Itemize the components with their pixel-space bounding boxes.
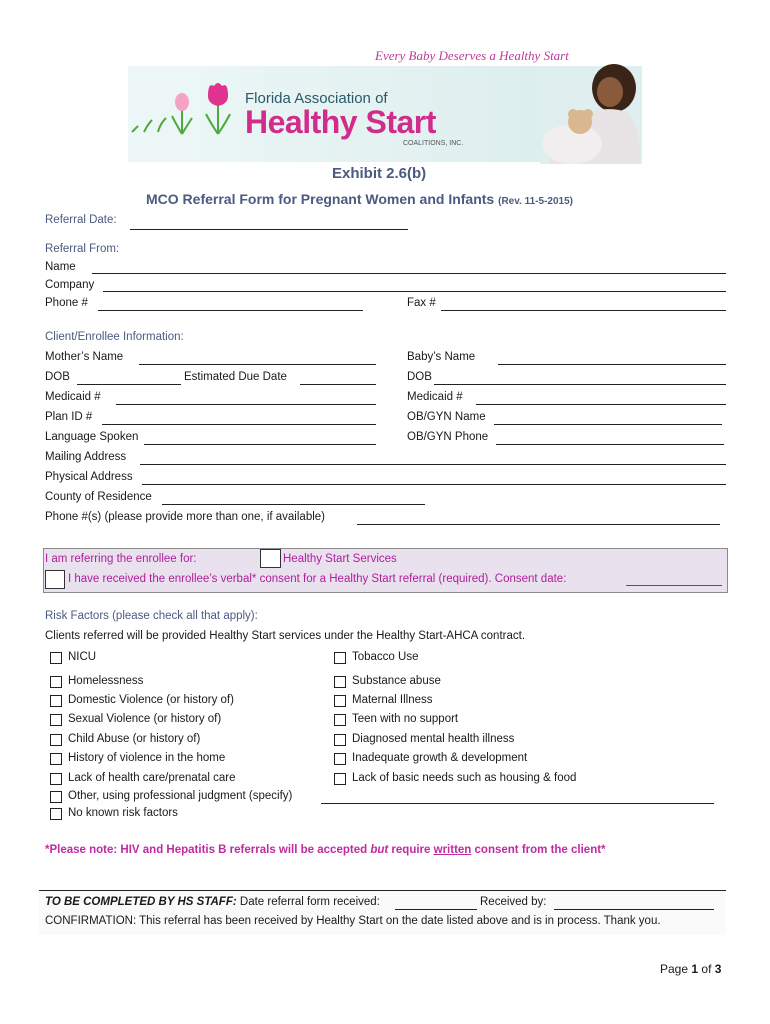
language-label: Language Spoken	[45, 431, 139, 443]
fax-label: Fax #	[407, 297, 436, 309]
plan-id-field[interactable]	[102, 424, 376, 425]
other-label: Other, using professional judgment (specify)	[68, 790, 293, 802]
referring-label: I am referring the enrollee for:	[45, 553, 197, 565]
phone-field[interactable]	[98, 310, 363, 311]
physical-address-label: Physical Address	[45, 471, 133, 483]
mailing-address-field[interactable]	[140, 464, 726, 465]
risk-factor-label: Sexual Violence (or history of)	[68, 713, 222, 725]
risk-factor-label: Substance abuse	[352, 675, 441, 687]
obgyn-phone-label: OB/GYN Phone	[407, 431, 489, 443]
risk-factor-checkbox[interactable]	[334, 695, 346, 707]
risk-factor-checkbox[interactable]	[334, 676, 346, 688]
note-but: but	[370, 844, 389, 856]
consent-date-field[interactable]	[626, 585, 722, 586]
other-specify-field[interactable]	[321, 803, 714, 804]
consent-text: I have received the enrollee’s verbal* consent for a Healthy Start referral (required). Consent date:	[68, 573, 567, 585]
risk-factor-label: Tobacco Use	[352, 651, 419, 663]
risk-factor-checkbox[interactable]	[334, 714, 346, 726]
risk-factor-checkbox[interactable]	[50, 773, 62, 785]
confirmation-text: CONFIRMATION: This referral has been received by Healthy Start on the date listed above and is in process. Thank you.	[45, 915, 661, 927]
note-prefix: *Please note: HIV and Hepatitis B referrals will be accepted	[45, 844, 368, 856]
referral-date-field[interactable]	[130, 229, 408, 230]
risk-factor-label: Teen with no support	[352, 713, 459, 725]
mother-and-baby-photo	[540, 52, 642, 164]
baby-dob-label: DOB	[407, 371, 432, 383]
risk-factor-checkbox[interactable]	[334, 734, 346, 746]
company-label: Company	[45, 279, 95, 291]
baby-dob-field[interactable]	[434, 384, 726, 385]
note-suffix: consent from the client*	[474, 844, 606, 856]
risk-factor-checkbox[interactable]	[50, 676, 62, 688]
risk-factor-label: Diagnosed mental health illness	[352, 733, 515, 745]
logo-line2: Healthy Start	[245, 104, 436, 140]
exhibit-title: Exhibit 2.6(b)	[332, 165, 427, 182]
hiv-note	[45, 844, 606, 856]
form-revision: (Rev. 11-5-2015)	[498, 196, 573, 207]
risk-factor-checkbox[interactable]	[50, 652, 62, 664]
no-risk-label: No known risk factors	[68, 807, 178, 819]
babys-name-label: Baby’s Name	[407, 351, 476, 363]
page-total: 3	[714, 962, 722, 976]
name-field[interactable]	[92, 273, 726, 274]
staff-line1	[45, 896, 380, 908]
mailing-address-label: Mailing Address	[45, 451, 127, 463]
form-title-text: MCO Referral Form for Pregnant Women and Infants	[146, 191, 495, 207]
risk-factor-checkbox[interactable]	[50, 695, 62, 707]
county-field[interactable]	[162, 504, 425, 505]
form-title	[146, 191, 573, 207]
note-written: written	[433, 844, 472, 856]
risk-factor-label: Lack of basic needs such as housing & food	[352, 772, 577, 784]
consent-checkbox[interactable]	[45, 570, 65, 589]
risk-intro: Clients referred will be provided Healthy Start services under the Healthy Start-AHCA contract.	[45, 630, 526, 642]
page-word: Page	[660, 962, 689, 976]
other-checkbox[interactable]	[50, 791, 62, 803]
plan-id-label: Plan ID #	[45, 411, 93, 423]
phones-field[interactable]	[357, 524, 720, 525]
page-current: 1	[691, 962, 699, 976]
medicaid-label: Medicaid #	[45, 391, 101, 403]
page-of: of	[701, 962, 712, 976]
logo-line3: COALITIONS, INC.	[403, 140, 464, 147]
risk-factor-checkbox[interactable]	[334, 652, 346, 664]
risk-factor-label: Homelessness	[68, 675, 144, 687]
obgyn-name-field[interactable]	[494, 424, 722, 425]
babys-name-field[interactable]	[498, 364, 726, 365]
fax-field[interactable]	[441, 310, 726, 311]
risk-factor-label: Child Abuse (or history of)	[68, 733, 201, 745]
risk-factor-label: Domestic Violence (or history of)	[68, 694, 234, 706]
obgyn-phone-field[interactable]	[496, 444, 724, 445]
risk-factor-checkbox[interactable]	[334, 773, 346, 785]
baby-medicaid-label: Medicaid #	[407, 391, 463, 403]
received-date-label: Date referral form received:	[239, 896, 380, 908]
received-by-field[interactable]	[554, 909, 714, 910]
dob-label: DOB	[45, 371, 70, 383]
risk-heading: Risk Factors (please check all that apply):	[45, 610, 258, 622]
note-middle: require	[391, 844, 431, 856]
risk-factor-label: Maternal Illness	[352, 694, 433, 706]
referral-from-heading: Referral From:	[45, 243, 120, 255]
tulip-logo-icon	[130, 80, 240, 140]
risk-factor-label: NICU	[68, 651, 97, 663]
due-date-label: Estimated Due Date	[184, 371, 287, 383]
risk-factor-checkbox[interactable]	[334, 753, 346, 765]
name-label: Name	[45, 261, 76, 273]
logo-line1: Florida Association of	[245, 90, 388, 107]
healthy-start-checkbox[interactable]	[260, 549, 281, 568]
risk-factor-checkbox[interactable]	[50, 734, 62, 746]
obgyn-name-label: OB/GYN Name	[407, 411, 486, 423]
baby-medicaid-field[interactable]	[476, 404, 726, 405]
physical-address-field[interactable]	[142, 484, 726, 485]
language-field[interactable]	[144, 444, 376, 445]
risk-factor-label: Lack of health care/prenatal care	[68, 772, 236, 784]
page-number	[660, 962, 721, 976]
company-field[interactable]	[103, 291, 726, 292]
county-label: County of Residence	[45, 491, 152, 503]
risk-factor-checkbox[interactable]	[50, 714, 62, 726]
risk-factor-checkbox[interactable]	[50, 753, 62, 765]
phone-label: Phone #	[45, 297, 88, 309]
due-date-field[interactable]	[300, 384, 376, 385]
mothers-name-field[interactable]	[139, 364, 376, 365]
healthy-start-label: Healthy Start Services	[283, 553, 397, 565]
received-date-field[interactable]	[395, 909, 477, 910]
referral-date-label: Referral Date:	[45, 214, 117, 226]
received-by-label: Received by:	[480, 896, 547, 908]
tagline: Every Baby Deserves a Healthy Start	[375, 48, 569, 63]
staff-heading: TO BE COMPLETED BY HS STAFF:	[45, 896, 237, 908]
phones-label: Phone #(s) (please provide more than one, if available)	[45, 511, 325, 523]
client-heading: Client/Enrollee Information:	[45, 331, 184, 343]
risk-factor-label: History of violence in the home	[68, 752, 226, 764]
mothers-name-label: Mother’s Name	[45, 351, 124, 363]
medicaid-field[interactable]	[116, 404, 376, 405]
dob-field[interactable]	[77, 384, 181, 385]
risk-factor-label: Inadequate growth & development	[352, 752, 528, 764]
no-risk-checkbox[interactable]	[50, 808, 62, 820]
